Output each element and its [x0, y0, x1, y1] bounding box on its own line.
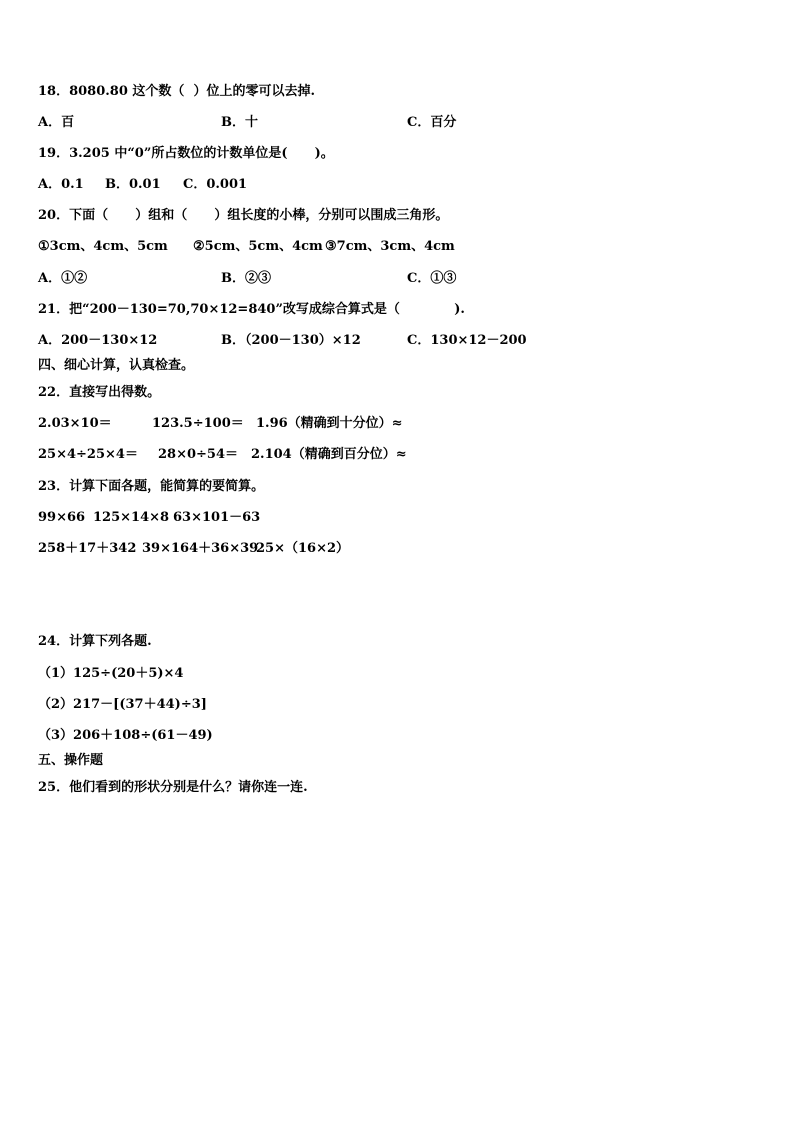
q22-item-6: 2.104（精确到百分位）≈ [251, 447, 407, 462]
q23-item-1: 99×66 [38, 510, 86, 525]
q19-option-a: A．0.1 [38, 177, 84, 192]
q18-option-b: B．十 [221, 115, 258, 130]
q24-item-3: （3）206＋108÷(61－49) [38, 728, 213, 743]
q22-item-5: 28×0÷54＝ [158, 447, 239, 462]
q20-stem: 20．下面（ ）组和（ ）组长度的小棒，分别可以围成三角形。 [38, 208, 449, 223]
q20-group-3: ③7cm、3cm、4cm [325, 239, 455, 254]
q18-option-c: C．百分 [407, 115, 457, 130]
q20-option-a: A．①② [38, 271, 88, 286]
q23-item-3: 63×101－63 [173, 510, 261, 525]
q21-option-c: C．130×12－200 [407, 333, 527, 348]
q23-item-6: 25×（16×2） [256, 541, 350, 556]
q22-item-2: 123.5÷100＝ [152, 416, 244, 431]
q23-item-2: 125×14×8 [93, 510, 170, 525]
q24-item-1: （1）125÷(20＋5)×4 [38, 666, 184, 681]
section-4-heading: 四、细心计算，认真检查。 [38, 358, 195, 373]
q25-stem: 25．他们看到的形状分别是什么？请你连一连. [38, 780, 308, 795]
q22-item-1: 2.03×10＝ [38, 416, 112, 431]
q22-item-3: 1.96（精确到十分位）≈ [256, 416, 403, 431]
q20-group-1: ①3cm、4cm、5cm [38, 239, 168, 254]
q20-option-c: C．①③ [407, 271, 457, 286]
q18-stem: 18．8080.80 这个数（ ）位上的零可以去掉. [38, 84, 315, 99]
q19-option-b: B．0.01 [105, 177, 161, 192]
q21-stem: 21．把“200－130=70,70×12=840”改写成综合算式是（ ). [38, 302, 465, 317]
q23-stem: 23．计算下面各题，能简算的要简算。 [38, 479, 265, 494]
q20-option-b: B．②③ [221, 271, 271, 286]
q23-item-5: 39×164＋36×39 [142, 541, 259, 556]
q24-item-2: （2）217－[(37＋44)÷3] [38, 697, 207, 712]
q24-stem: 24．计算下列各题. [38, 634, 152, 649]
q22-item-4: 25×4÷25×4＝ [38, 447, 138, 462]
q20-group-2: ②5cm、5cm、4cm [193, 239, 323, 254]
q19-option-c: C．0.001 [183, 177, 248, 192]
q23-item-4: 258＋17＋342 [38, 541, 137, 556]
q19-stem: 19．3.205 中“0”所占数位的计数单位是( )。 [38, 146, 334, 161]
section-5-heading: 五、操作题 [38, 753, 104, 768]
q22-stem: 22．直接写出得数。 [38, 385, 161, 400]
q21-option-b: B．（200－130）×12 [221, 333, 361, 348]
q21-option-a: A．200－130×12 [38, 333, 158, 348]
q18-option-a: A．百 [38, 115, 75, 130]
